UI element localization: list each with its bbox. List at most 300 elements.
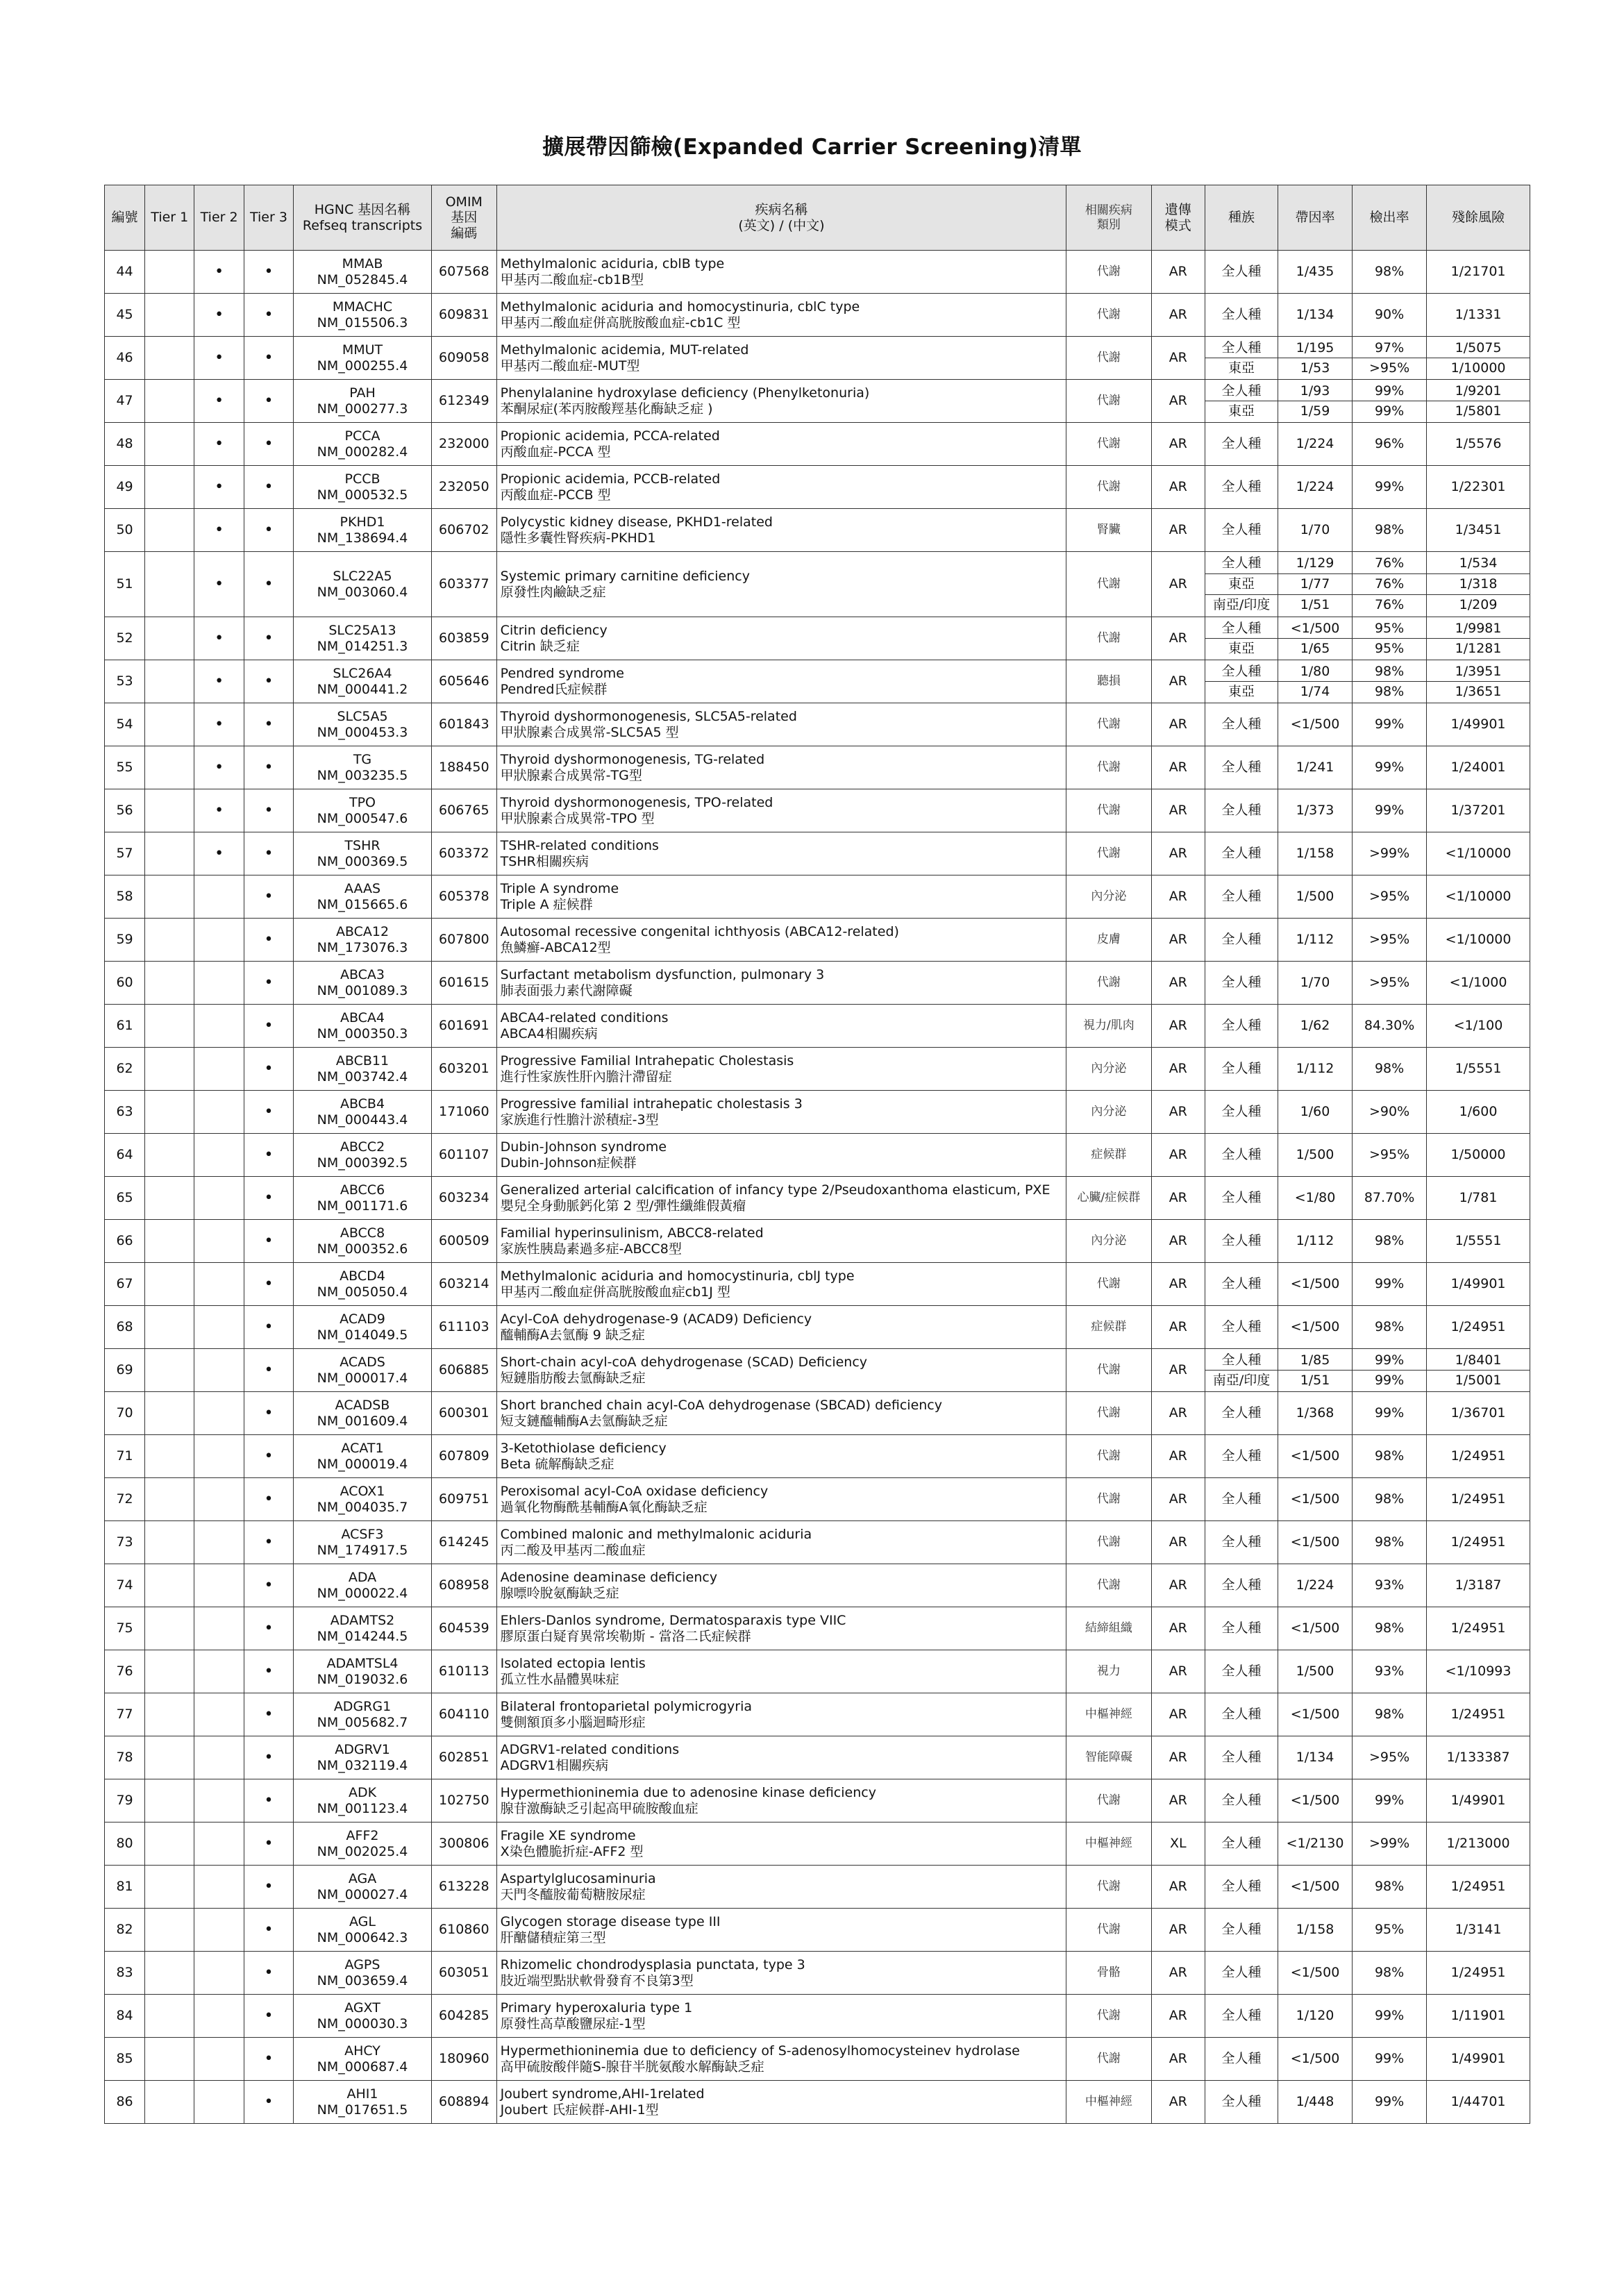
table-row [105,919,1530,962]
tier1-cell [145,1736,194,1779]
carrier-rate: 1/53 [1278,358,1352,378]
tier2-marker [194,1952,244,1995]
inheritance-mode: AR [1151,1995,1205,2038]
tier3-marker: • [244,1650,293,1693]
detection-rate: 99% [1353,466,1427,509]
population-cell [1205,380,1278,423]
tier3-marker: • [244,832,293,875]
header-inheritance [1151,185,1205,251]
detection-rate: 99% [1353,1370,1426,1390]
gene-cell [294,509,432,552]
carrier-rate-cell [1278,660,1353,703]
residual-risk: 1/22301 [1427,466,1530,509]
disease-name-zh: 過氧化物酶酰基輔酶A氧化酶缺乏症 [500,1499,708,1515]
gene-cell [294,1220,432,1263]
tier3-marker: • [244,1779,293,1822]
table-row [105,1306,1530,1349]
population: 東亞 [1205,401,1278,421]
population: 全人種 [1205,1134,1278,1177]
disease-category: 代謝 [1066,466,1151,509]
carrier-rate: <1/500 [1278,1435,1353,1478]
header-category [1066,185,1151,251]
carrier-rate: 1/77 [1278,573,1352,594]
population: 南亞/印度 [1205,1370,1278,1390]
table-row [105,1435,1530,1478]
population: 全人種 [1221,383,1262,399]
disease-cell [496,617,1066,660]
detection-rate: >95% [1353,962,1427,1005]
gene-cell [294,703,432,746]
table-row [105,1134,1530,1177]
residual-risk: 1/600 [1427,1091,1530,1134]
disease-name-en: Systemic primary carnitine deficiency [500,569,750,585]
detection-rate: 96% [1353,423,1427,466]
row-number: 49 [105,466,145,509]
detection-rate: 99% [1353,703,1427,746]
table-row [105,1736,1530,1779]
tier3-marker: • [244,875,293,919]
table-row [105,1866,1530,1909]
refseq-transcript: NM_174917.5 [317,1542,408,1558]
refseq-transcript: NM_000030.3 [317,2016,408,2031]
table-row [105,703,1530,746]
carrier-rate: <1/500 [1278,1693,1353,1736]
header-omim [431,185,496,251]
disease-category: 代謝 [1066,746,1151,789]
disease-category: 內分泌 [1066,1220,1151,1263]
gene-name: ABCB4 [340,1096,385,1112]
population: 全人種 [1221,340,1262,355]
tier1-cell [145,1435,194,1478]
population-cell [1205,1349,1278,1392]
tier2-marker [194,2081,244,2124]
row-number: 80 [105,1822,145,1866]
disease-name-en: Thyroid dyshormonogenesis, SLC5A5-related [500,709,797,725]
carrier-rate: 1/435 [1278,251,1353,294]
disease-cell [496,251,1066,294]
detection-rate: >95% [1353,919,1427,962]
disease-name-en: Polycystic kidney disease, PKHD1-related [500,514,773,530]
tier3-marker: • [244,1952,293,1995]
detection-rate: 98% [1353,1220,1427,1263]
disease-name-zh: 甲基丙二酸血症併高胱胺酸血症cb1J 型 [500,1284,730,1300]
detection-rate: 98% [1353,509,1427,552]
tier3-marker: • [244,1306,293,1349]
detection-rate: 95% [1374,620,1405,636]
disease-name-zh: 腺苷激酶缺乏引起高甲硫胺酸血症 [500,1800,698,1816]
disease-name-en: Thyroid dyshormonogenesis, TG-related [500,752,765,768]
disease-category: 腎臟 [1066,509,1151,552]
table-row [105,509,1530,552]
gene-name: ABCC2 [340,1139,385,1155]
tier3-marker: • [244,660,293,703]
detection-rate: 95% [1353,1909,1427,1952]
omim-code: 603234 [431,1177,496,1220]
omim-code: 611103 [431,1306,496,1349]
refseq-transcript: NM_014049.5 [317,1327,408,1343]
detection-rate: 98% [1353,1048,1427,1091]
inheritance-mode: AR [1151,1736,1205,1779]
population: 全人種 [1205,1822,1278,1866]
tier2-marker: • [194,509,244,552]
refseq-transcript: NM_001123.4 [317,1800,408,1816]
inheritance-mode: AR [1151,251,1205,294]
residual-risk-cell [1427,552,1530,617]
population: 東亞 [1205,638,1278,658]
inheritance-mode: AR [1151,1134,1205,1177]
disease-name-en: Progressive familial intrahepatic cholestasis 3 [500,1096,803,1112]
residual-risk: <1/1000 [1427,962,1530,1005]
population: 全人種 [1205,509,1278,552]
omim-code: 604285 [431,1995,496,2038]
table-row [105,552,1530,617]
disease-cell [496,1349,1066,1392]
disease-category: 內分泌 [1066,1048,1151,1091]
disease-name-en: Pendred syndrome [500,666,624,682]
population: 全人種 [1205,1177,1278,1220]
disease-name-en: ABCA4-related conditions [500,1010,669,1026]
header-omim-line2: 基因 [451,210,478,226]
refseq-transcript: NM_003659.4 [317,1972,408,1988]
tier3-marker: • [244,1521,293,1564]
tier2-marker [194,1650,244,1693]
gene-name: ABCA3 [340,967,385,983]
inheritance-mode: AR [1151,703,1205,746]
disease-cell [496,1693,1066,1736]
inheritance-mode: AR [1151,1435,1205,1478]
row-number: 81 [105,1866,145,1909]
inheritance-mode: AR [1151,2081,1205,2124]
header-no: 編號 [105,185,145,251]
table-row [105,1822,1530,1866]
disease-name-zh: ADGRV1相關疾病 [500,1757,609,1773]
detection-rate: 98% [1353,1478,1427,1521]
tier2-marker: • [194,617,244,660]
tier1-cell [145,1952,194,1995]
table-row [105,962,1530,1005]
refseq-transcript: NM_000277.3 [317,401,408,417]
residual-risk: 1/213000 [1427,1822,1530,1866]
gene-cell [294,1564,432,1607]
carrier-rate-stack [1278,553,1352,615]
disease-name-zh: 家族性胰島素過多症-ABCC8型 [500,1241,682,1257]
omim-code: 604539 [431,1607,496,1650]
disease-cell [496,1048,1066,1091]
disease-name-zh: 肺表面張力素代謝障礙 [500,982,633,998]
refseq-transcript: NM_001609.4 [317,1413,408,1429]
gene-cell [294,1909,432,1952]
tier3-marker: • [244,552,293,617]
tier1-cell [145,1392,194,1435]
inheritance-mode: AR [1151,1650,1205,1693]
refseq-transcript: NM_001171.6 [317,1198,408,1214]
detection-rate: 76% [1353,573,1426,594]
inheritance-mode: AR [1151,660,1205,703]
tier2-marker [194,1134,244,1177]
tier3-marker: • [244,337,293,380]
tier1-cell [145,1521,194,1564]
disease-cell [496,1564,1066,1607]
detection-rate-cell [1353,337,1427,380]
disease-name-en: Peroxisomal acyl-CoA oxidase deficiency [500,1484,769,1500]
carrier-rate: 1/224 [1278,423,1353,466]
tier2-marker [194,1091,244,1134]
disease-name-en: Triple A syndrome [500,881,619,897]
residual-risk: 1/5551 [1427,1220,1530,1263]
carrier-rate: 1/500 [1278,1134,1353,1177]
carrier-rate: 1/112 [1278,1220,1353,1263]
residual-risk: 1/36701 [1427,1392,1530,1435]
tier2-marker [194,1306,244,1349]
omim-code: 600509 [431,1220,496,1263]
tier1-cell [145,617,194,660]
population: 全人種 [1205,2038,1278,2081]
disease-cell [496,1177,1066,1220]
detection-rate: 99% [1353,2081,1427,2124]
disease-category: 視力 [1066,1650,1151,1693]
population: 全人種 [1205,1521,1278,1564]
population: 全人種 [1205,1091,1278,1134]
row-number: 76 [105,1650,145,1693]
disease-cell [496,1521,1066,1564]
tier2-marker: • [194,552,244,617]
residual-risk: 1/9981 [1455,620,1502,636]
residual-risk: 1/24951 [1427,1435,1530,1478]
gene-cell [294,2081,432,2124]
disease-cell [496,1866,1066,1909]
disease-category: 代謝 [1066,1779,1151,1822]
row-number: 48 [105,423,145,466]
tier1-cell [145,1177,194,1220]
residual-risk: 1/5801 [1427,401,1530,421]
disease-name-zh: Triple A 症候群 [500,896,593,912]
detection-rate: 95% [1353,638,1426,658]
disease-name-en: Short-chain acyl-coA dehydrogenase (SCAD) Deficiency [500,1355,868,1371]
header-tier2: Tier 2 [194,185,244,251]
disease-name-zh: Beta 硫解酶缺乏症 [500,1456,614,1472]
tier2-marker [194,919,244,962]
tier3-marker: • [244,1478,293,1521]
gene-cell [294,1005,432,1048]
tier3-marker: • [244,1134,293,1177]
carrier-rate: 1/134 [1278,294,1353,337]
detection-rate: >95% [1353,1736,1427,1779]
table-row [105,1521,1530,1564]
detection-rate-stack [1353,619,1426,658]
disease-name-en: Progressive Familial Intrahepatic Cholestasis [500,1053,794,1069]
detection-rate: >99% [1353,1822,1427,1866]
gene-cell [294,1435,432,1478]
table-row [105,423,1530,466]
tier2-marker [194,1435,244,1478]
residual-risk: 1/3951 [1455,663,1502,679]
disease-cell [496,789,1066,832]
residual-risk: 1/9201 [1455,383,1502,399]
table-row [105,617,1530,660]
carrier-rate: 1/368 [1278,1392,1353,1435]
detection-rate: 99% [1353,746,1427,789]
residual-risk: 1/24951 [1427,1607,1530,1650]
tier3-marker: • [244,789,293,832]
refseq-transcript: NM_000019.4 [317,1456,408,1472]
omim-code: 601691 [431,1005,496,1048]
gene-name: PAH [349,385,376,401]
refseq-transcript: NM_000547.6 [317,810,408,826]
carrier-rate-stack [1278,1350,1352,1390]
population: 全人種 [1205,1048,1278,1091]
omim-code: 605646 [431,660,496,703]
refseq-transcript: NM_173076.3 [317,939,408,955]
disease-name-zh: 丙二酸及甲基丙二酸血症 [500,1542,646,1558]
inheritance-mode: AR [1151,1693,1205,1736]
tier2-marker: • [194,337,244,380]
gene-name: PCCB [344,471,380,487]
inheritance-mode: XL [1151,1822,1205,1866]
disease-category: 代謝 [1066,832,1151,875]
tier2-marker: • [194,660,244,703]
population: 東亞 [1205,573,1278,594]
carrier-rate: <1/80 [1278,1177,1353,1220]
header-gene-line1: HGNC 基因名稱 [314,202,411,218]
residual-risk: <1/10000 [1427,875,1530,919]
tier3-marker: • [244,1091,293,1134]
disease-cell [496,423,1066,466]
gene-cell [294,746,432,789]
tier1-cell [145,832,194,875]
disease-name-en: TSHR-related conditions [500,838,659,854]
carrier-rate: 1/70 [1278,509,1353,552]
disease-category: 代謝 [1066,962,1151,1005]
disease-cell [496,1909,1066,1952]
tier2-marker: • [194,466,244,509]
disease-name-en: Isolated ectopia lentis [500,1656,646,1672]
disease-category: 內分泌 [1066,1091,1151,1134]
omim-code: 612349 [431,380,496,423]
tier2-marker: • [194,294,244,337]
gene-name: MMAB [342,256,383,272]
disease-cell [496,1478,1066,1521]
table-row [105,875,1530,919]
carrier-rate: <1/500 [1278,1779,1353,1822]
disease-name-en: Surfactant metabolism dysfunction, pulmonary 3 [500,967,825,983]
tier3-marker: • [244,1995,293,2038]
tier1-cell [145,423,194,466]
disease-name-zh: ABCA4相關疾病 [500,1025,598,1041]
row-number: 79 [105,1779,145,1822]
gene-name: ACADSB [335,1398,390,1414]
table-row [105,1607,1530,1650]
carrier-rate: 1/134 [1278,1736,1353,1779]
gene-name: MMUT [342,342,383,358]
omim-code: 607568 [431,251,496,294]
row-number: 85 [105,2038,145,2081]
disease-cell [496,1607,1066,1650]
tier1-cell [145,1564,194,1607]
gene-name: ACAD9 [340,1312,385,1327]
table-row [105,294,1530,337]
row-number: 72 [105,1478,145,1521]
disease-name-zh: Citrin 缺乏症 [500,638,580,654]
disease-name-en: Fragile XE syndrome [500,1828,636,1844]
population: 南亞/印度 [1205,594,1278,615]
omim-code: 600301 [431,1392,496,1435]
gene-name: AGL [349,1914,376,1930]
gene-cell [294,1349,432,1392]
tier3-marker: • [244,1736,293,1779]
disease-category: 聽損 [1066,660,1151,703]
disease-name-en: Phenylalanine hydroxylase deficiency (Phenylketonuria) [500,385,870,401]
disease-cell [496,509,1066,552]
disease-category: 代謝 [1066,423,1151,466]
gene-name: ABCC8 [340,1225,385,1241]
table-row [105,380,1530,423]
population-cell [1205,552,1278,617]
residual-risk: 1/318 [1427,573,1530,594]
disease-category: 代謝 [1066,1521,1151,1564]
residual-risk-cell [1427,617,1530,660]
gene-cell [294,1048,432,1091]
gene-name: ABCB11 [335,1053,390,1069]
disease-name-en: Primary hyperoxaluria type 1 [500,2000,693,2016]
disease-cell [496,1736,1066,1779]
inheritance-mode: AR [1151,789,1205,832]
gene-cell [294,919,432,962]
tier2-marker [194,1607,244,1650]
population: 全人種 [1205,875,1278,919]
tier1-cell [145,962,194,1005]
disease-name-zh: 甲狀腺素合成異常-TG型 [500,767,642,783]
table-row [105,1478,1530,1521]
disease-cell [496,1650,1066,1693]
disease-category: 內分泌 [1066,875,1151,919]
population-stack [1205,338,1278,378]
detection-rate-cell [1353,617,1427,660]
refseq-transcript: NM_014251.3 [317,638,408,654]
tier2-marker [194,1866,244,1909]
tier1-cell [145,1220,194,1263]
tier3-marker: • [244,617,293,660]
gene-cell [294,1521,432,1564]
omim-code: 180960 [431,2038,496,2081]
disease-cell [496,919,1066,962]
row-number: 68 [105,1306,145,1349]
disease-name-en: Methylmalonic aciduria and homocystinuria, cblJ type [500,1268,855,1284]
tier2-marker: • [194,251,244,294]
carrier-rate-stack [1278,619,1352,658]
gene-name: ADAMTS2 [330,1613,395,1629]
inheritance-mode: AR [1151,1866,1205,1909]
refseq-transcript: NM_004035.7 [317,1499,408,1515]
disease-category: 代謝 [1066,294,1151,337]
disease-name-zh: 孤立性水晶體異味症 [500,1671,619,1687]
omim-code: 609751 [431,1478,496,1521]
tier2-marker [194,875,244,919]
disease-name-zh: 高甲硫胺酸伴隨S-腺苷半胱氨酸水解酶缺乏症 [500,2059,764,2075]
carrier-rate: 1/158 [1278,832,1353,875]
disease-category: 代謝 [1066,617,1151,660]
gene-name: ADGRG1 [333,1699,392,1715]
disease-name-zh: Pendred氏症候群 [500,681,608,697]
population: 全人種 [1205,832,1278,875]
omim-code: 610113 [431,1650,496,1693]
carrier-rate: <1/500 [1278,1952,1353,1995]
tier1-cell [145,1779,194,1822]
table-row [105,1091,1530,1134]
inheritance-mode: AR [1151,962,1205,1005]
disease-name-en: Hypermethioninemia due to deficiency of S-adenosylhomocysteinev hydrolase [500,2043,1020,2059]
disease-name-en: 3-Ketothiolase deficiency [500,1441,667,1457]
omim-code: 608894 [431,2081,496,2124]
